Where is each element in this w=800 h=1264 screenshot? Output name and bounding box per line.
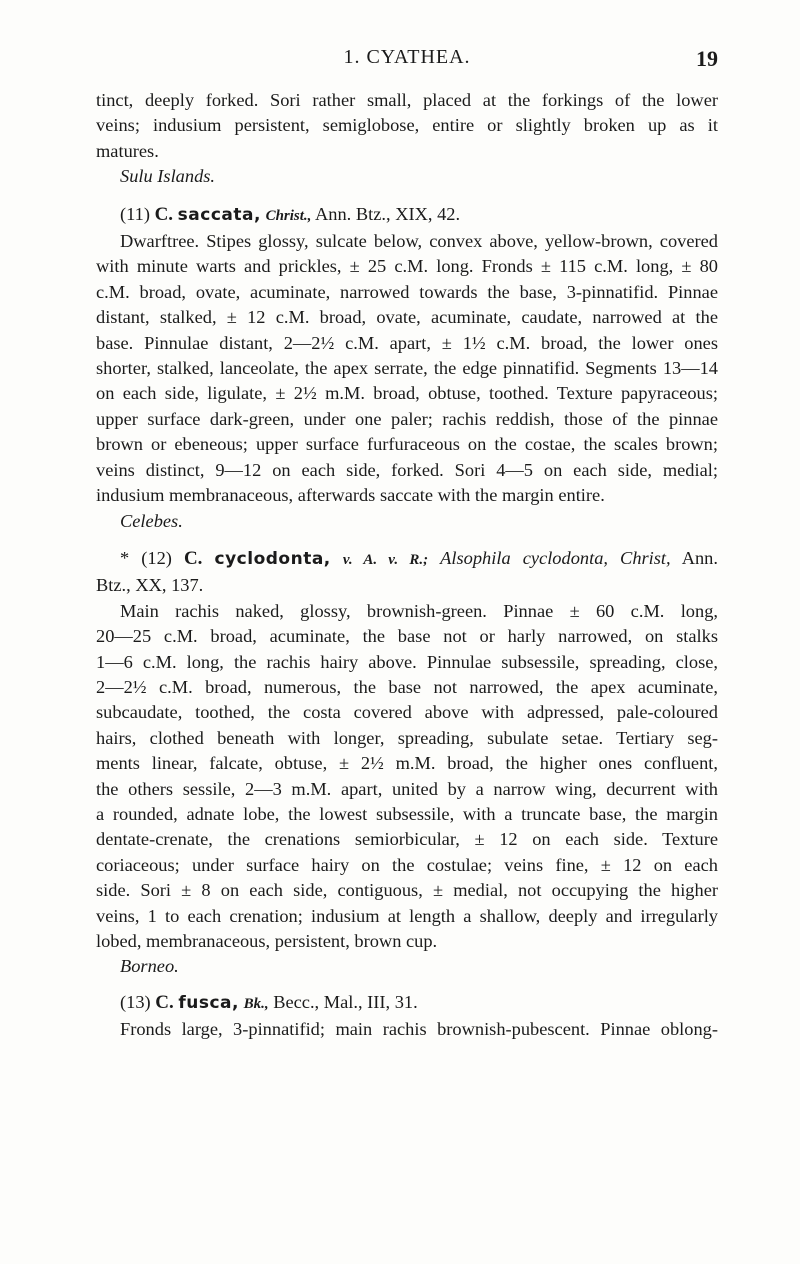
citation: Ann. Btz., XIX, 42. (315, 203, 461, 224)
text-line: veins; indusium persistent, semiglobose, entire or slightly broken up as it (96, 115, 718, 136)
text-line: matures. (96, 140, 159, 161)
text-line: base. Pinnulae distant, 2—2½ c.M. apart, ± 1½ c.M. broad, the lower ones (96, 332, 718, 353)
text-line: coriaceous; under surface hairy on the costulae; veins fine, ± 12 on each (96, 854, 718, 875)
genus-abbrev: C. (183, 547, 203, 569)
species-epithet: saccata, (177, 204, 261, 225)
text-line: distant, stalked, ± 12 c.M. broad, ovate, acuminate, caudate, narrowed at the (96, 307, 718, 328)
locality-celebes: Celebes. (120, 510, 183, 531)
page-number: 19 (696, 46, 718, 71)
genus-abbrev: C. (155, 991, 174, 1013)
text-line: 1—6 c.M. long, the rachis hairy above. Pinnulae subsessile, spreading, close, (96, 651, 718, 672)
text-line: Main rachis naked, glossy, brownish-green. Pinnae ± 60 c.M. long, (120, 600, 718, 621)
text-line: c.M. broad, ovate, acuminate, narrowed towards the base, 3-pinnatifid. Pinnae (96, 281, 718, 302)
citation: Ann. (681, 547, 718, 568)
text-line: on each side, ligulate, ± 2½ m.M. broad, obtuse, toothed. Texture papyraceous; (96, 383, 718, 404)
text-line: shorter, stalked, lanceolate, the apex serrate, the edge pinnatifid. Segments 13—14 (96, 358, 718, 379)
species-number: (11) (120, 203, 150, 224)
species-number: (13) (120, 991, 151, 1012)
species-author: Christ., (265, 207, 312, 224)
text-line: Btz., XX, 137. (96, 575, 204, 596)
text-line: 2—2½ c.M. broad, numerous, the base not narrowed, the apex acuminate, (96, 676, 718, 697)
text-line: veins, 1 to each crenation; indusium at length a shallow, deeply and irregularly (96, 905, 718, 926)
text-line: Dwarftree. Stipes glossy, sulcate below, convex above, yellow-brown, covered (120, 231, 718, 252)
text-line: indusium membranaceous, afterwards saccate with the margin entire. (96, 485, 605, 506)
locality-sulu: Sulu Islands. (120, 166, 216, 187)
text-line: subcaudate, toothed, the costa covered above with adpressed, pale-coloured (96, 702, 718, 723)
species-author: Bk., (243, 995, 269, 1012)
locality-borneo: Borneo. (120, 956, 179, 977)
running-head (96, 46, 718, 82)
text-line: dentate-crenate, the crenations semiorbicular, ± 12 on each side. Texture (96, 829, 718, 850)
page-body (96, 88, 718, 1043)
running-head-title: 1. CYATHEA. (343, 46, 471, 68)
text-line: 20—25 c.M. broad, acuminate, the base not or harly narrowed, on stalks (96, 626, 718, 647)
text-line: ments linear, falcate, obtuse, ± 2½ m.M. broad, the higher ones confluent, (96, 753, 718, 774)
text-line: the others sessile, 2—3 m.M. apart, united by a narrow wing, decurrent with (96, 778, 718, 799)
genus-abbrev: C. (154, 203, 174, 225)
text-line: tinct, deeply forked. Sori rather small, placed at the forkings of the lower (96, 90, 718, 110)
synonym-citation: Alsophila cyclodonta, Christ, (440, 547, 671, 568)
species-number: * (12) (120, 547, 172, 568)
species-heading-saccata (96, 202, 718, 229)
species-heading-fusca (96, 990, 718, 1017)
species-heading-cyclodonta (96, 546, 718, 573)
text-line: upper surface dark-green, under one paler; rachis reddish, those of the pinnae (96, 408, 718, 429)
text-line: with minute warts and prickles, ± 25 c.M. long. Fronds ± 115 c.M. long, ± 80 (96, 256, 718, 277)
text-line: veins distinct, 9—12 on each side, forked. Sori 4—5 on each side, medial; (96, 459, 718, 480)
species-epithet: cyclodonta, (214, 548, 331, 569)
text-line: brown or ebeneous; upper surface furfuraceous on the costae, the scales brown; (96, 434, 718, 455)
species-author: v. A. v. R.; (342, 551, 429, 568)
text-line: hairs, clothed beneath with longer, spreading, subulate setae. Tertiary seg- (96, 727, 718, 748)
text-line: Fronds large, 3-pinnatifid; main rachis brownish-pubescent. Pinnae oblong- (120, 1019, 718, 1040)
species-epithet: fusca, (178, 992, 239, 1013)
text-line: a rounded, adnate lobe, the lowest subsessile, with a truncate base, the margin (96, 803, 718, 824)
text-line: side. Sori ± 8 on each side, contiguous, ± medial, not occupying the higher (96, 880, 718, 901)
citation: Becc., Mal., III, 31. (273, 991, 418, 1012)
text-line: lobed, membranaceous, persistent, brown cup. (96, 931, 438, 951)
